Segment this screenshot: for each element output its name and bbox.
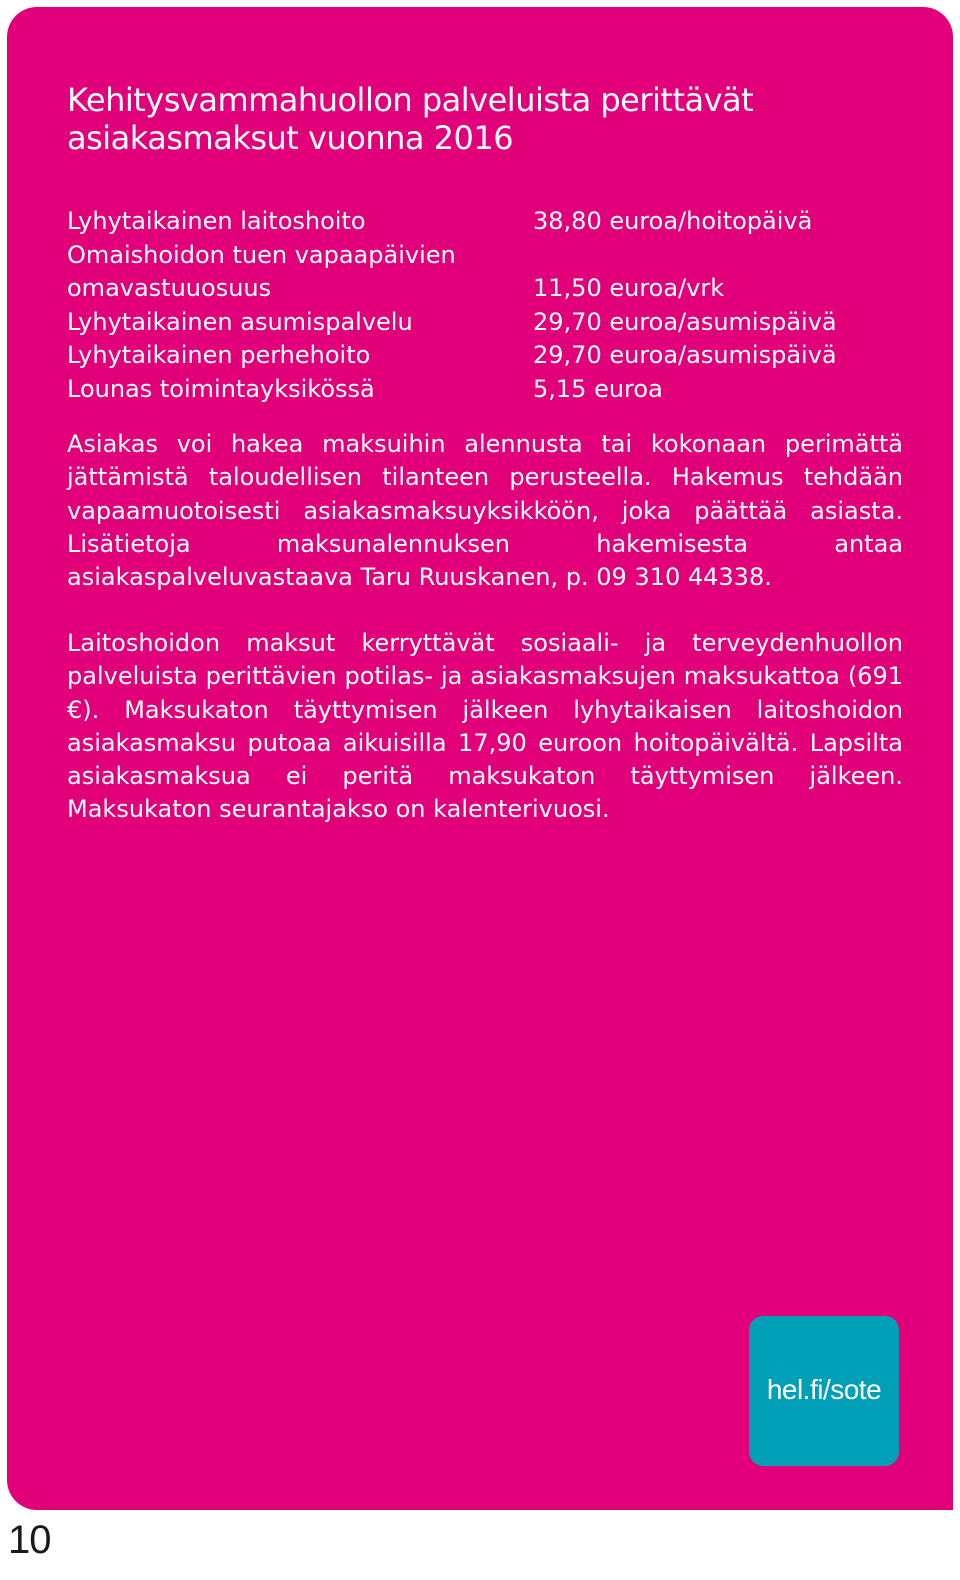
title-line-2: asiakasmaksut vuonna 2016 [67, 119, 514, 157]
fee-reduction-paragraph: Asiakas voi hakea maksuihin alennusta tai kokonaan perimättä jättämistä taloudellisen tilanteen perusteella. Hakemus tehdään vapaamuotoisesti asiakasmaksuyksikköön, joka päättää asiasta. Lisätietoja maksunalennuksen hakemisesta antaa asiakaspalveluvastaava Taru Ruuskanen, p. 09 310 44338. [67, 430, 903, 592]
website-link[interactable]: hel.fi/sote [766, 1374, 882, 1405]
fee-amount: 11,50 euroa/vrk [533, 274, 725, 302]
fee-name-continued: omavastuuosuus [67, 274, 272, 302]
fee-amount: 29,70 euroa/asumispäivä [533, 341, 837, 369]
fee-name: Lounas toimintayksikössä [67, 374, 375, 403]
title-line-1: Kehitysvammahuollon palveluista perittävät [67, 81, 754, 119]
page-number: 10 [8, 1518, 51, 1562]
payment-ceiling-paragraph: Laitoshoidon maksut kerryttävät sosiaali- ja terveydenhuollon palveluista perittävien potilas- ja asiakasmaksujen maksukattoa (691 €). Maksukaton täyttymisen jälkeen lyhytaikaisen laitoshoidon asiakasmaksu putoaa aikuisilla 17,90 euroon hoitopäivältä. Lapsilta asiakasmaksua ei peritä maksukaton täyttymisen jälkeen. Maksukaton seurantajakso on kalenterivuosi. [67, 629, 903, 824]
fee-name: Lyhytaikainen laitoshoito [67, 207, 366, 235]
fee-row [67, 205, 907, 239]
content-panel [7, 7, 953, 1510]
website-badge[interactable] [749, 1316, 899, 1466]
fee-list [67, 205, 907, 406]
fee-row [67, 373, 907, 407]
page-title [67, 81, 887, 157]
fee-amount: 29,70 euroa/asumispäivä [533, 307, 837, 336]
fee-row [67, 306, 907, 340]
fee-amount: 5,15 euroa [533, 374, 663, 403]
fee-name: Lyhytaikainen perhehoito [67, 341, 371, 369]
fee-amount: 38,80 euroa/hoitopäivä [533, 207, 813, 235]
fee-row [67, 239, 907, 306]
fee-row [67, 339, 907, 373]
fee-name: Lyhytaikainen asumispalvelu [67, 307, 413, 336]
fee-name: Omaishoidon tuen vapaapäivien [67, 240, 456, 269]
